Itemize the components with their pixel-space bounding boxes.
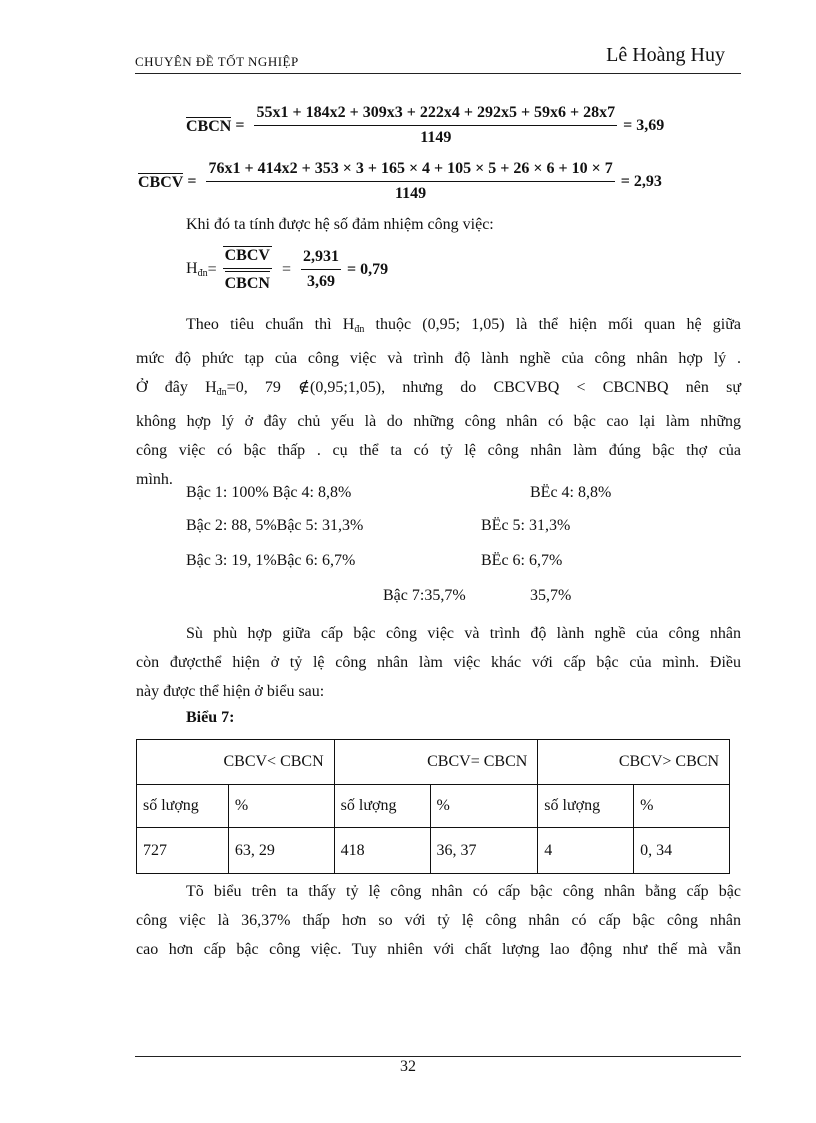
- subheader-cell: %: [430, 785, 538, 828]
- footer-rule: [135, 1056, 741, 1057]
- table-cell: 727: [137, 828, 229, 874]
- table-title: Biểu 7:: [186, 709, 235, 726]
- table-cell: 0, 34: [634, 828, 730, 874]
- level-row-4a: Bậc 7:35,7%: [383, 587, 466, 604]
- eq3-f1-denominator: CBCN: [225, 271, 270, 293]
- page-header: [135, 44, 741, 74]
- table-cell: 63, 29: [228, 828, 334, 874]
- eq2-numerator: 76x1 + 414x2 + 353 × 3 + 165 × 4 + 105 × 5 + 26 × 6 + 10 × 7: [206, 160, 614, 182]
- p1-line-3: Ở đây $H_{đn}=0$, 79 ∉(0,95;1,05), nhưng do CBCVBQ < CBCNBQ nên sự: [136, 379, 741, 398]
- p1-line-4: không hợp lý ở đây chủ yếu là do những công nhân có bậc cao lại làm những: [136, 413, 741, 430]
- level-row-3a: Bậc 3: 19, 1%Bậc 6: 6,7%: [186, 552, 356, 569]
- level-row-4b: 35,7%: [530, 587, 572, 604]
- equation-hdn: [186, 246, 388, 293]
- eq1-lhs: CBCN: [186, 117, 232, 135]
- eq2-result: = 2,93: [620, 172, 662, 190]
- level-row-1b: BËc 4: 8,8%: [530, 484, 612, 501]
- eq3-result: = 0,79: [346, 260, 389, 278]
- intro-line: Khi đó ta tính được hệ số đảm nhiệm công việc:: [186, 216, 494, 233]
- level-row-3b: BËc 6: 6,7%: [481, 552, 563, 569]
- p1-line-2: mức độ phức tạp của công việc và trình độ lành nghề của công nhân hợp lý .: [136, 350, 741, 367]
- level-row-2a: Bậc 2: 88, 5%Bậc 5: 31,3%: [186, 517, 364, 534]
- header-rule: [135, 73, 741, 74]
- subheader-cell: %: [634, 785, 730, 828]
- p2-line-3: này được thể hiện ở biểu sau:: [136, 683, 325, 700]
- group-header-eq: CBCV= CBCN: [334, 740, 538, 785]
- group-header-lt: CBCV< CBCN: [137, 740, 335, 785]
- table-row: [137, 828, 730, 874]
- subheader-cell: %: [228, 785, 334, 828]
- level-row-2b: BËc 5: 31,3%: [481, 517, 571, 534]
- p3-line-3: cao hơn cấp bậc công việc. Tuy nhiên với chất lượng lao động như thế mà vẫn: [136, 941, 741, 958]
- table-group-header-row: [137, 740, 730, 785]
- eq2-fraction: [206, 160, 614, 203]
- level-row-1a: Bậc 1: 100% Bậc 4: 8,8%: [186, 484, 352, 501]
- p2-line-2: còn đượcthể hiện ở tỷ lệ công nhân làm việc khác với cấp bậc của mình. Điều: [136, 654, 741, 671]
- eq3-fraction-values: [301, 248, 341, 291]
- eq2-equals: =: [187, 172, 197, 190]
- equation-cbcn: [186, 104, 664, 147]
- table-cell: 418: [334, 828, 430, 874]
- paragraph-conclusion: [136, 877, 741, 964]
- p1-line-6: mình.: [136, 471, 173, 488]
- page-number: 32: [400, 1058, 416, 1075]
- bieu-7-table: [136, 739, 730, 874]
- eq3-f1-numerator: CBCV: [223, 246, 272, 269]
- subheader-cell: số lượng: [538, 785, 634, 828]
- paragraph-standard: [136, 310, 741, 494]
- header-author: Lê Hoàng Huy: [606, 44, 725, 66]
- p3-line-1: Tõ biểu trên ta thấy tỷ lệ công nhân có cấp bậc công nhân bằng cấp bậc: [186, 883, 741, 900]
- eq3-f2-numerator: 2,931: [301, 248, 341, 270]
- eq2-denominator: 1149: [395, 185, 427, 202]
- eq3-h: $H_{đn}$: [186, 260, 208, 279]
- header-title: CHUYÊN ĐỀ TỐT NGHIỆP: [135, 54, 299, 69]
- group-header-gt: CBCV> CBCN: [538, 740, 730, 785]
- eq3-fraction-symbols: [223, 246, 272, 293]
- eq1-numerator: 55x1 + 184x2 + 309x3 + 222x4 + 292x5 + 59x6 + 28x7: [254, 104, 617, 126]
- equation-cbcv: [138, 160, 662, 203]
- p3-line-2: công việc là 36,37% thấp hơn so với tỷ lệ công nhân có cấp bậc công nhân: [136, 912, 741, 929]
- eq1-fraction: [254, 104, 617, 147]
- subheader-cell: số lượng: [334, 785, 430, 828]
- p1-line-5: công việc có bậc thấp . cụ thể ta có tỷ lệ công nhân làm đúng bậc thợ của: [136, 442, 741, 459]
- eq3-f2-denominator: 3,69: [306, 273, 335, 290]
- p2-line-1: Sù phù hợp giữa cấp bậc công việc và trình độ lành nghề của công nhân: [186, 625, 741, 642]
- p1-line-1: Theo tiêu chuẩn thì $H_{đn}$ thuộc (0,95; 1,05) là thể hiện mối quan hệ giữa: [186, 316, 741, 335]
- eq2-lhs: CBCV: [138, 173, 184, 191]
- table-cell: 4: [538, 828, 634, 874]
- eq1-equals: =: [235, 116, 245, 134]
- eq3-equals: =: [207, 260, 217, 278]
- eq3-mid-equals: =: [281, 260, 291, 278]
- eq1-denominator: 1149: [420, 129, 452, 146]
- table-cell: 36, 37: [430, 828, 538, 874]
- table-subheader-row: [137, 785, 730, 828]
- eq1-result: = 3,69: [623, 116, 665, 134]
- subheader-cell: số lượng: [137, 785, 229, 828]
- paragraph-fit: [136, 619, 741, 706]
